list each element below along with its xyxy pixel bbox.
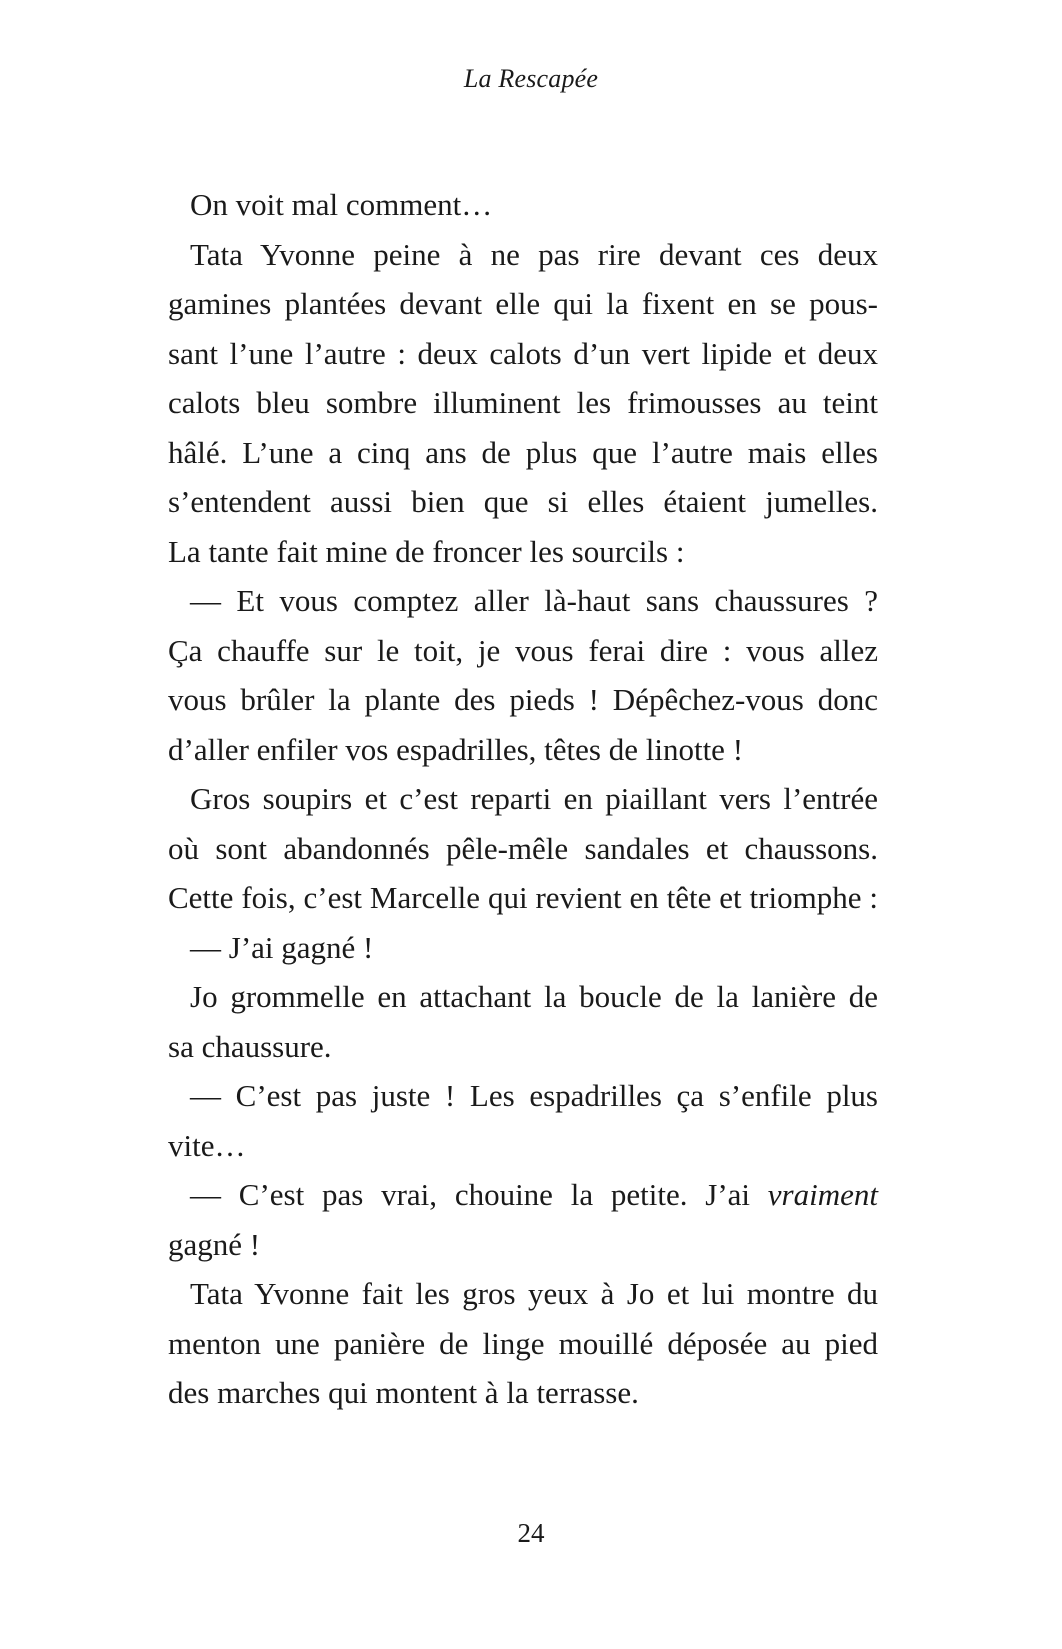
text-line: d’aller enfiler vos espadrilles, têtes de linotte ! — [168, 731, 744, 767]
text-line: sa chaussure. — [168, 1028, 332, 1064]
body-text — [168, 180, 878, 1418]
text-line: gagné ! — [168, 1226, 261, 1262]
text-line: Jo grommelle en attachant la boucle de la lanière de — [190, 979, 878, 1014]
text-line: où sont abandonnés pêle-mêle sandales et chaussons. — [168, 830, 878, 866]
text-line: Tata Yvonne peine à ne pas rire devant ces deux — [190, 236, 878, 272]
text-line: des marches qui montent à la terrasse. — [168, 1375, 639, 1410]
text-line: — Et vous comptez aller là-haut sans chaussures ? — [190, 583, 878, 618]
text-line: vite… — [168, 1127, 246, 1163]
text-line: Tata Yvonne fait les gros yeux à Jo et lui montre du — [190, 1276, 878, 1311]
text-line: calots bleu sombre illuminent les frimousses au teint — [168, 385, 878, 420]
text-line: On voit mal comment… — [190, 187, 493, 222]
text-line: gamines plantées devant elle qui la fixent en se pous- — [168, 286, 878, 321]
text-line: Cette fois, c’est Marcelle qui revient en tête et triomphe : — [168, 880, 878, 915]
text-line: La tante fait mine de froncer les sourcils : — [168, 533, 685, 569]
text-line: s’entendent aussi bien que si elles étaient jumelles. — [168, 484, 878, 519]
emphasized-word: vraiment — [767, 1177, 878, 1212]
text-line: vous brûler la plante des pieds ! Dépêchez-vous donc — [168, 682, 878, 717]
text-line: hâlé. L’une a cinq ans de plus que l’autre mais elles — [168, 434, 878, 470]
text-line — [168, 1170, 878, 1220]
text-line: — C’est pas juste ! Les espadrilles ça s’enfile plus — [190, 1078, 878, 1113]
text-line: Gros soupirs et c’est reparti en piaillant vers l’entrée — [190, 781, 878, 816]
text-line: sant l’une l’autre : deux calots d’un vert lipide et deux — [168, 335, 878, 371]
text-line: menton une panière de linge mouillé déposée au pied — [168, 1325, 878, 1361]
text-line: — J’ai gagné ! — [190, 929, 374, 965]
text-line: Ça chauffe sur le toit, je vous ferai dire : vous allez — [168, 632, 878, 668]
running-title: La Rescapée — [463, 64, 599, 93]
text-line-segment: — C’est pas vrai, chouine la petite. J’ai — [190, 1177, 768, 1212]
page-number: 24 — [517, 1518, 545, 1548]
